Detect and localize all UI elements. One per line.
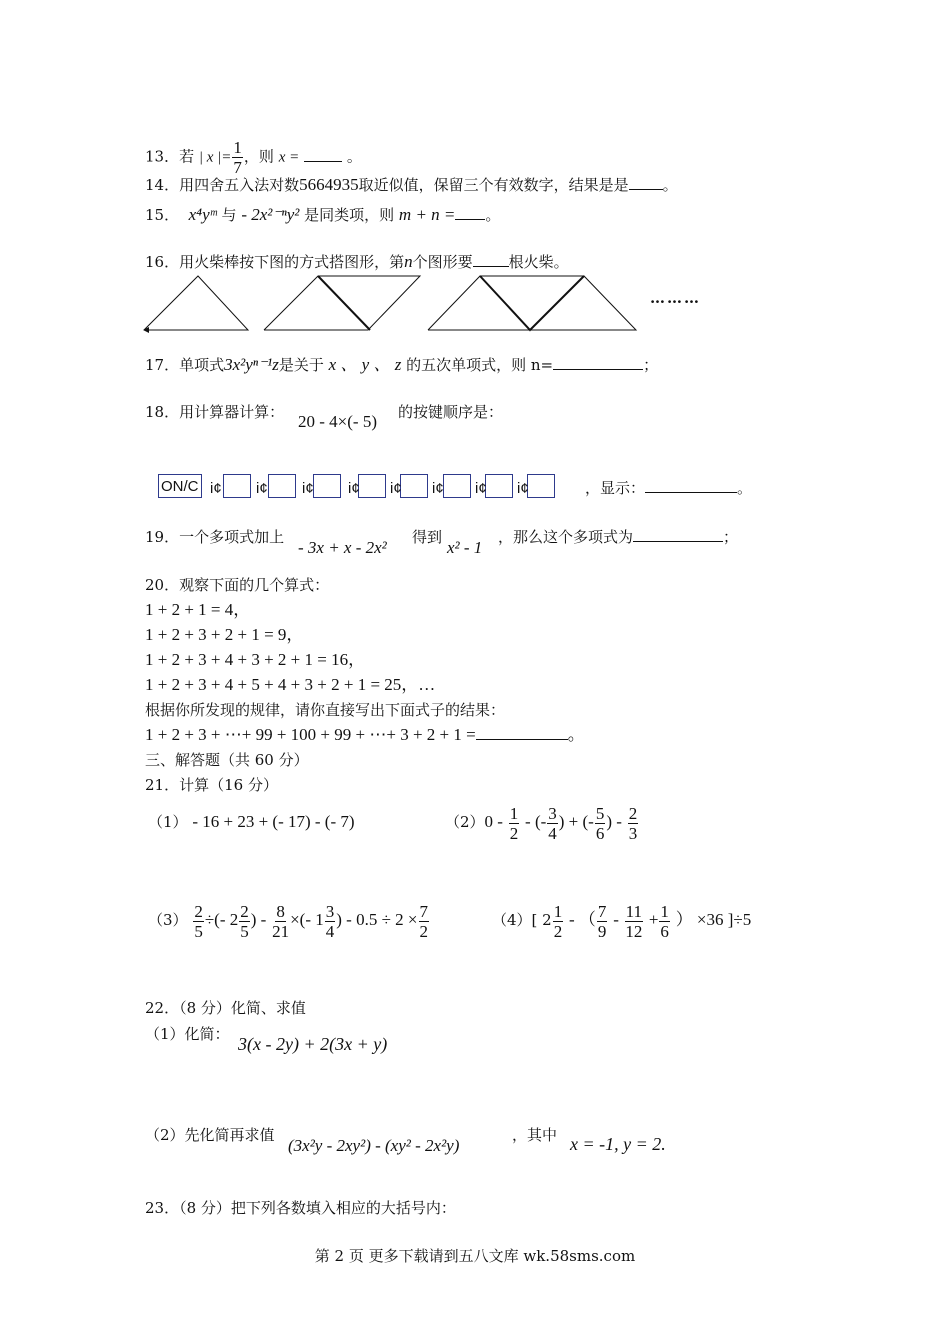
q20-line: 1 + 2 + 3 + 4 + 3 + 2 + 1 = 16， — [145, 650, 366, 669]
page-footer: 第 2 页 更多下载请到五八文库 wk.58sms.com — [314, 1247, 636, 1265]
key-box — [400, 474, 428, 498]
key-glyph: i¢ — [302, 480, 314, 497]
q19-expr1: - 3x + x - 2x² — [298, 538, 387, 557]
q20-ask: 根据你所发现的规律，请你直接写出下面式子的结果： — [145, 701, 506, 719]
q19: 19．一个多项式加上 — [145, 528, 285, 546]
q15: 15． x⁴yᵐ 与 - 2x²⁻ⁿy² 是同类项，则 m + n = 。 — [145, 205, 501, 224]
q22-p2: （2）先化简再求值 — [145, 1126, 275, 1144]
key-glyph: i¢ — [432, 480, 444, 497]
q20-line: 1 + 2 + 3 + 4 + 5 + 4 + 3 + 2 + 1 = 25，… — [145, 675, 436, 694]
q18-display: ，显示： 。 — [585, 479, 753, 497]
q18-rest: 的按键顺序是： — [398, 403, 504, 421]
q21-p2: （2）0 - $\frac{1}{2}$ - (- $\frac{3}{4}$ ) + (- $\frac{5}{6}$ ) - $\frac{2}{3}$ — [445, 803, 638, 843]
key-glyph: i¢ — [210, 480, 222, 497]
q22-title: 22．（8 分）化简、求值 — [145, 999, 306, 1017]
key-box — [313, 474, 341, 498]
q14: 14．用四舍五入法对数5664935取近似值，保留三个有效数字，结果是是 。 — [145, 175, 678, 194]
key-box — [485, 474, 513, 498]
q20-title: 20．观察下面的几个算式： — [145, 576, 330, 594]
key-glyph: i¢ — [348, 480, 360, 497]
q17: 17．单项式3x²yⁿ⁻¹z是关于 x 、 y 、 z 的五次单项式，则 n= ； — [145, 355, 659, 374]
key-box — [443, 474, 471, 498]
key-box — [268, 474, 296, 498]
key-onc-label: ON/C — [161, 478, 199, 495]
fraction: $\frac{1}{7}$ — [233, 138, 242, 177]
q21-p1: （1） - 16 + 23 + (- 17) - (- 7) — [148, 812, 355, 831]
q18: 18．用计算器计算： — [145, 403, 285, 421]
key-glyph: i¢ — [475, 480, 487, 497]
key-box — [223, 474, 251, 498]
key-box — [358, 474, 386, 498]
q20-expr: 1 + 2 + 3 + ⋯+ 99 + 100 + 99 + ⋯+ 3 + 2 + 1 = 。 — [145, 725, 585, 744]
q16: 16．用火柴棒按下图的方式搭图形，第n个图形要 根火柴。 — [145, 252, 569, 271]
q21-p3: （3） $\frac{2}{5}$ ÷(- 2 $\frac{2}{5}$ ) - $\frac{8}{21}$ ×(- 1 $\frac{3}{4}$ ) - 0.5 ÷ 2 × $\frac{7}{2}$ — [148, 901, 429, 941]
q19-rest: ，那么这个多项式为 ； — [498, 528, 739, 546]
section-3-title: 三、解答题（共 60 分） — [145, 751, 309, 769]
q19-mid: 得到 — [412, 528, 443, 546]
q21-p4: （4）[ 2 $\frac{1}{2}$ - （ $\frac{7}{9}$ - $\frac{11}{12}$ + $\frac{1}{6}$ ） ×36 ]÷5 — [492, 901, 752, 941]
q22-expr1: 3(x - 2y) + 2(3x + y) — [238, 1034, 388, 1054]
q19-expr2: x² - 1 — [447, 538, 483, 557]
ellipsis: ……… — [650, 289, 701, 307]
q21-title: 21．计算（16 分） — [145, 776, 278, 794]
key-glyph: i¢ — [517, 480, 529, 497]
q20-line: 1 + 2 + 3 + 2 + 1 = 9， — [145, 625, 304, 644]
q22-p1: （1）化简： — [145, 1025, 230, 1043]
q22-cond: x = -1, y = 2. — [570, 1134, 666, 1154]
key-box — [527, 474, 555, 498]
q22-expr2: (3x²y - 2xy²) - (xy² - 2x²y) — [288, 1136, 460, 1155]
q22-mid: ，其中 — [512, 1126, 558, 1144]
q13: 13．若 | x |= $\frac{1}{7}$ ，则 x = 。 — [145, 138, 362, 177]
q20-line: 1 + 2 + 1 = 4， — [145, 600, 251, 619]
q23-title: 23．（8 分）把下列各数填入相应的大括号内： — [145, 1199, 456, 1217]
q18-expr: 20 - 4×(- 5) — [298, 412, 377, 431]
key-glyph: i¢ — [256, 480, 268, 497]
key-glyph: i¢ — [390, 480, 402, 497]
